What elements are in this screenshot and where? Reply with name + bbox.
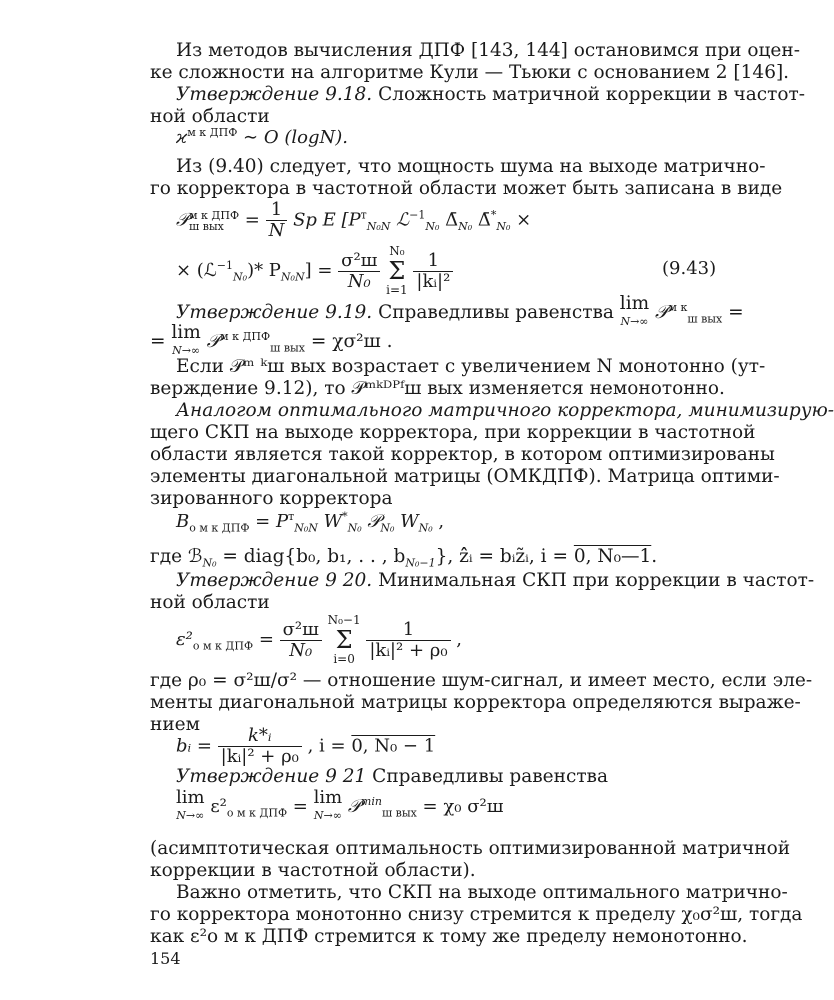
equation-bi: bᵢ = $\frac{\text{k*ᵢ}}{\text{|kᵢ|² + ρ₀}}$ , i = 0, N₀ − 1 <box>176 725 436 767</box>
para-line: го корректора в частотной области может быть записана в виде <box>150 178 783 199</box>
para-line: го корректора монотонно снизу стремится к пределу χ₀σ²ш, тогда <box>150 904 803 925</box>
equation-epsilon-min: $\varepsilon^2_{о м к ДПФ}$ = $\frac{\text{σ²ш}}{\text{N₀}}$ N₀−1 Σ i=0 $\frac{1}{\text{|kᵢ|² + ρ₀}}$ , <box>176 613 462 666</box>
equation-9-43-line2: × (ℒ$^{-1}_{N_0}$)* $P_{N_0N}$] = $\frac{\text{σ²ш}}{\text{N₀}}$ N₀ Σ i=1 $\frac{1}{\text{|kᵢ|²}}$ <box>176 245 453 297</box>
para-line: ке сложности на алгоритме Кули — Тьюки с основанием 2 [146]. <box>150 62 790 83</box>
equation-9-43-line1: 𝒫 м к ДПФ ш вых = $\frac{1}{N}$ Sp E [$P^т_{N_0N}$ ℒ$^{-1}_{N_0}$ $\Deltā_{N_0}$ $\Deltā^*_{N_0}$ × <box>176 199 532 241</box>
para-line: Важно отметить, что СКП на выходе оптимального матрично- <box>176 882 788 903</box>
page-number: 154 <box>150 949 181 968</box>
para-line: (асимптотическая оптимальность оптимизированной матричной <box>150 838 791 859</box>
statement-9-20: Утверждение 9 20. Минимальная СКП при коррекции в частот- <box>176 570 815 591</box>
statement-9-19: Утверждение 9.19. Справедливы равенства lim N→∞ 𝒫$^{м к}_{ш вых}$ = <box>176 293 744 328</box>
para-line: ной области <box>150 106 270 127</box>
statement-9-19-cont: = lim N→∞ 𝒫$^{м к ДПФ}_{ш вых}$ = χσ²ш . <box>150 322 393 357</box>
para-line: элементы диагональной матрицы (ОМКДПФ). Матрица оптими- <box>150 466 780 487</box>
equation-number: (9.43) <box>662 258 717 279</box>
equation-limit: lim N→∞ $\varepsilon^2_{о м к ДПФ} = \lim$ N→∞ 𝒫$^{min}_{ш вых}$ = χ₀ σ²ш <box>176 787 504 822</box>
para-line: ной области <box>150 592 270 613</box>
para-line: верждение 9.12), то 𝒫ᵐᵏᴰᴾᶠш вых изменяется немонотонно. <box>150 378 725 399</box>
equation-b-omk: $B_{о м к ДПФ} = P^т_{N_0N}$ $W^*_{N_0}$ 𝒫$_{N_0}$ $W_{N_0}$ , <box>176 510 445 535</box>
para-line: Если 𝒫ᵐ ᵏш вых возрастает с увеличением N монотонно (ут- <box>176 356 766 377</box>
para-line: Аналогом оптимального матричного корректора, минимизирую- <box>176 400 834 421</box>
para-line: щего СКП на выходе корректора, при коррекции в частотной <box>150 422 756 443</box>
para-line: зированного корректора <box>150 488 393 509</box>
para-line: области является такой корректор, в котором оптимизированы <box>150 444 775 465</box>
para-line: нием <box>150 714 200 735</box>
complexity-formula: $ϰ^{м к ДПФ}$ ∼ O (logN). <box>176 126 348 148</box>
statement-9-18: Утверждение 9.18. Сложность матричной коррекции в частот- <box>176 84 805 105</box>
para-line: Из методов вычисления ДПФ [143, 144] остановимся при оцен- <box>176 40 800 61</box>
para-line: коррекции в частотной области). <box>150 860 476 881</box>
para-line: Из (9.40) следует, что мощность шума на выходе матрично- <box>176 156 766 177</box>
statement-9-21: Утверждение 9 21 Справедливы равенства <box>176 766 608 787</box>
where-clause: где ℬ$_{N_0}$ = diag{b₀, b₁, . . , $b_{N_0-1}$}, ẑ̂ᵢ = bᵢz̃ᵢ, i = 0, N₀—1. <box>150 546 658 570</box>
para-line: как ε²о м к ДПФ стремится к тому же пределу немонотонно. <box>150 926 748 947</box>
para-line: менты диагональной матрицы корректора определяются выраже- <box>150 692 801 713</box>
para-line: где ρ₀ = σ²ш/σ² — отношение шум-сигнал, и имеет место, если эле- <box>150 670 813 691</box>
